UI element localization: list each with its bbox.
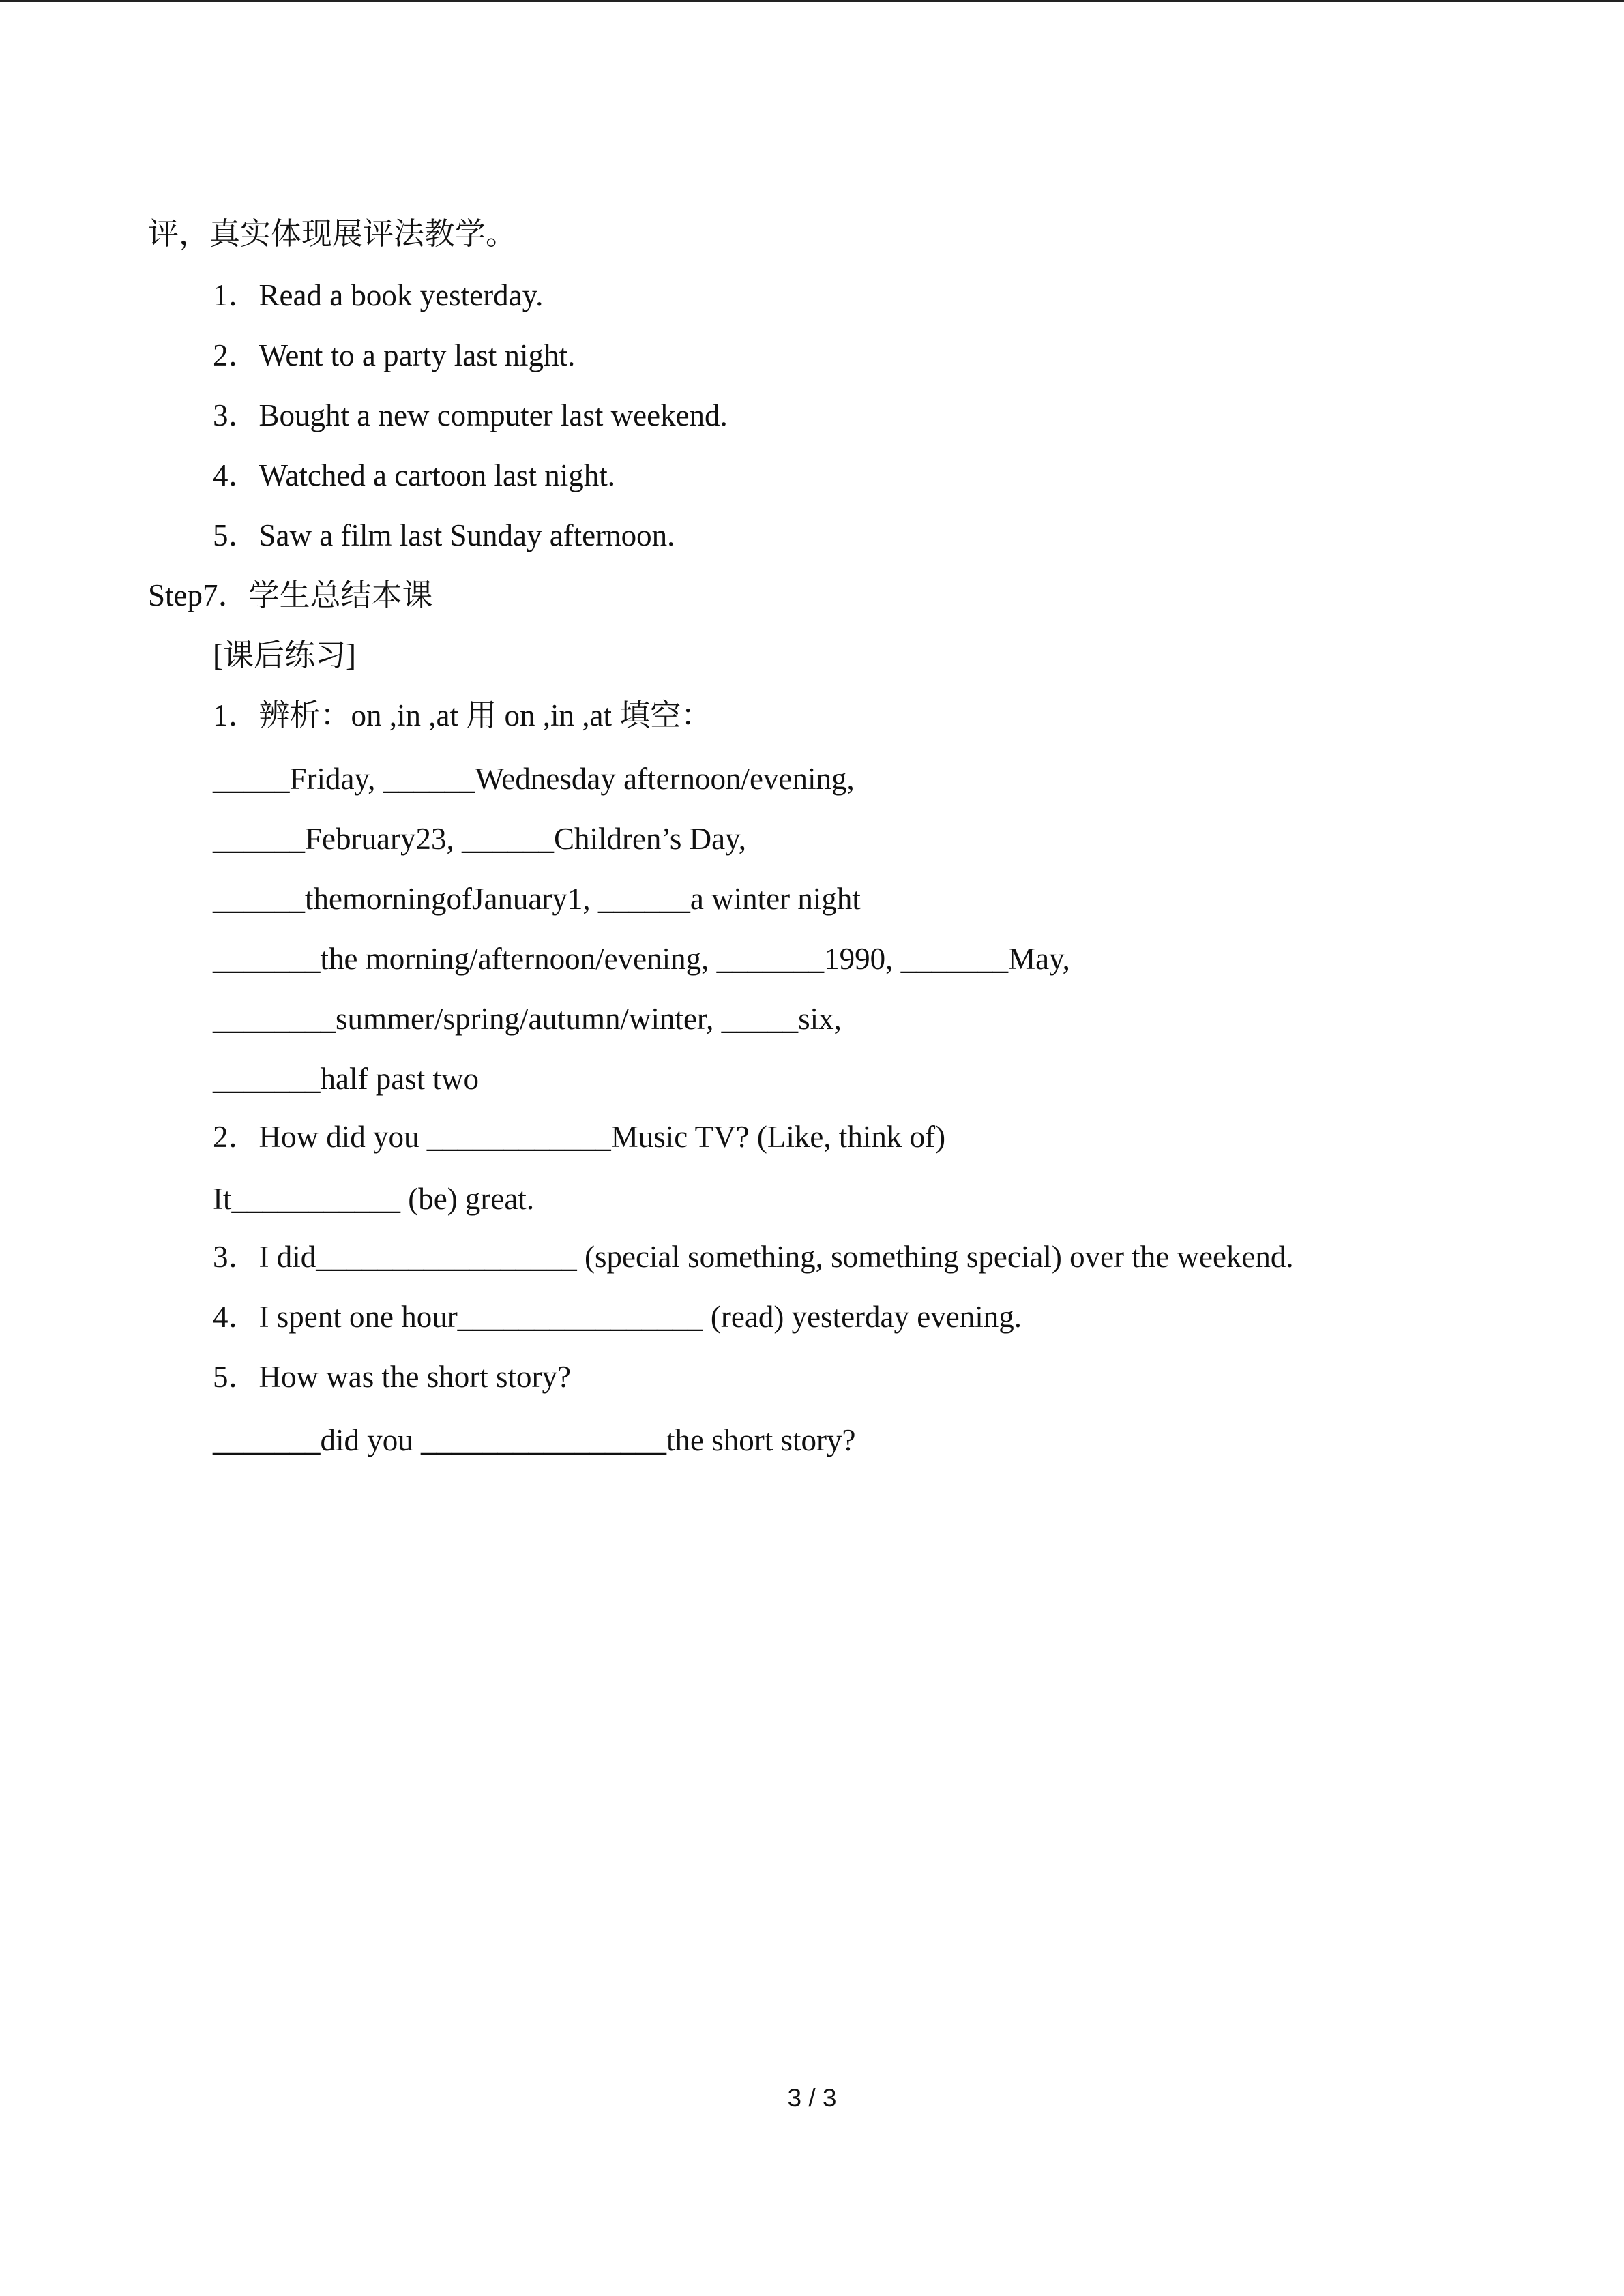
homework-heading: [课后练习]: [213, 638, 356, 672]
exercise5-question: 5．How was the short story?: [213, 1360, 571, 1394]
exercise5-rewrite: _______did you ________________the short story?: [213, 1423, 856, 1457]
exercise2-question: 2．How did you ____________Music TV? (Like, think of): [213, 1120, 946, 1154]
step6-item-4: 4．Watched a cartoon last night.: [213, 458, 615, 492]
page-top-border: [0, 0, 1624, 2]
step6-item-3: 3．Bought a new computer last weekend.: [213, 398, 728, 432]
step6-item-2: 2．Went to a party last night.: [213, 338, 576, 372]
exercise2-answer: It___________ (be) great.: [213, 1182, 535, 1216]
exercise1-line-5: ________summer/spring/autumn/winter, _____six,: [213, 1002, 842, 1036]
exercise1-prompt: 1．辨析：on ,in ,at 用 on ,in ,at 填空：: [213, 698, 712, 732]
step6-item-1: 1．Read a book yesterday.: [213, 278, 544, 312]
exercise4: 4．I spent one hour________________ (read) yesterday evening.: [213, 1300, 1022, 1334]
exercise1-line-3: ______themorningofJanuary1, ______a winter night: [213, 882, 861, 916]
page-number: 3 / 3: [787, 2084, 837, 2112]
exercise1-line-4: _______the morning/afternoon/evening, _______1990, _______May,: [213, 942, 1070, 976]
intro-text: 评，真实体现展评法教学。: [148, 217, 517, 251]
exercise1-line-6: _______half past two: [213, 1062, 479, 1096]
step7-heading: Step7．学生总结本课: [148, 578, 433, 612]
exercise1-line-1: _____Friday, ______Wednesday afternoon/evening,: [213, 762, 855, 796]
exercise1-line-2: ______February23, ______Children’s Day,: [213, 822, 746, 856]
step6-item-5: 5．Saw a film last Sunday afternoon.: [213, 518, 675, 552]
exercise3: 3．I did_________________ (special something, something special) over the weekend.: [213, 1240, 1294, 1274]
